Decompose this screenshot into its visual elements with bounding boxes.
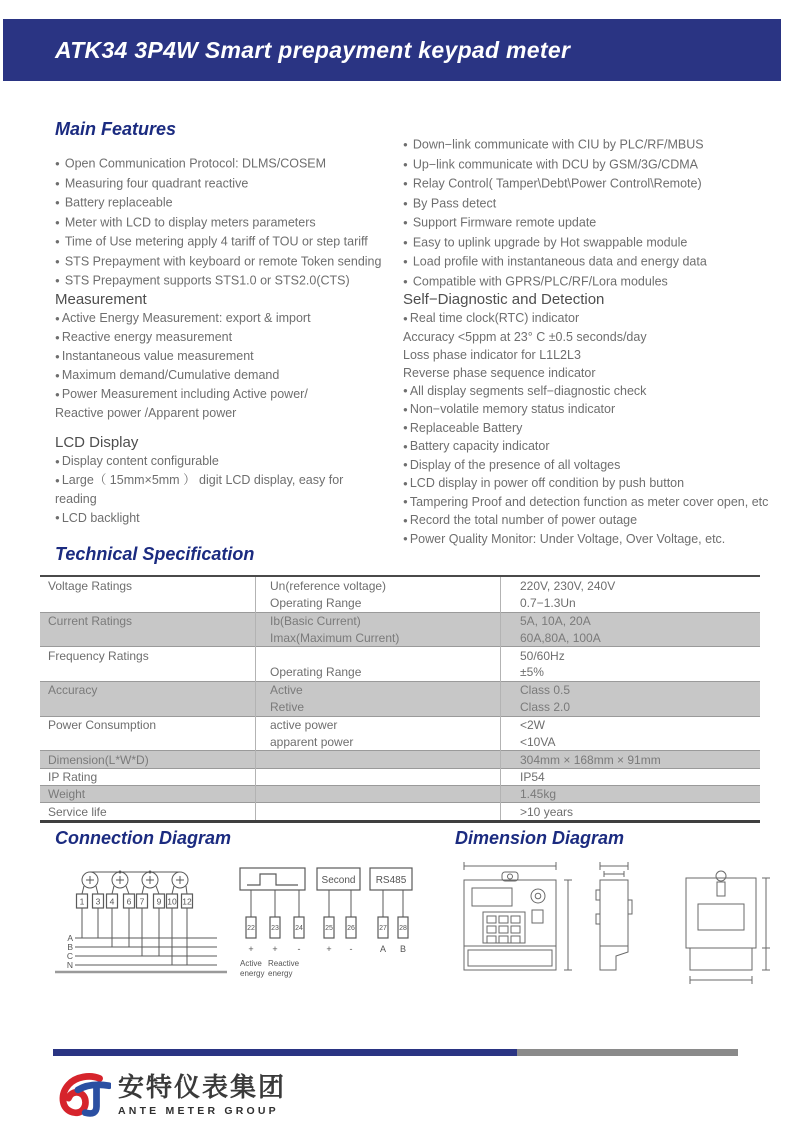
table-column-divider [500, 577, 501, 820]
title-banner [3, 19, 781, 81]
bullet-icon: ● [403, 198, 408, 208]
spec-category: Frequency Ratings [48, 648, 149, 663]
footer-bar-blue [53, 1049, 517, 1056]
terminal-number: 10 [167, 896, 177, 907]
feature-text: Non−volatile memory status indicator [409, 402, 616, 416]
spec-value: >10 years [520, 804, 574, 819]
spec-parameter: Imax(Maximum Current) [270, 630, 400, 645]
bullet-icon: ● [403, 534, 408, 543]
spec-parameter: Ib(Basic Current) [270, 613, 361, 628]
feature-item [55, 271, 403, 291]
polarity-label: + [326, 944, 332, 954]
feature-text: Loss phase indicator for L1L2L3 [403, 347, 581, 362]
table-row [40, 577, 760, 594]
terminal-number: 12 [182, 896, 192, 907]
feature-text: Measuring four quadrant reactive [64, 176, 249, 190]
feature-text: Compatible with GPRS/PLC/RF/Lora modules [412, 274, 668, 288]
feature-item [55, 366, 403, 385]
spec-value: <10VA [520, 734, 556, 749]
feature-text: Support Firmware remote update [412, 215, 597, 230]
terminal-number: 24 [295, 925, 303, 932]
feature-text: STS Prepayment supports STS1.0 or STS2.0(CTS) [64, 273, 350, 288]
feature-item [55, 154, 403, 174]
spec-category: Accuracy [48, 683, 98, 698]
spec-value: 50/60Hz [520, 648, 565, 663]
feature-item [55, 347, 403, 366]
spec-value: Class 0.5 [520, 683, 571, 698]
table-row [40, 716, 760, 733]
feature-item [403, 346, 775, 364]
bullet-icon: ● [403, 404, 408, 414]
phase-bus-lines [75, 908, 217, 965]
feature-item [403, 419, 775, 438]
polarity-label: A [379, 944, 387, 954]
spec-parameter: Un(reference voltage) [270, 578, 387, 593]
bullet-icon: ● [55, 513, 60, 522]
feature-text: All display segments self−diagnostic check [409, 383, 647, 398]
spec-category: Dimension(L*W*D) [48, 752, 149, 767]
feature-item [403, 364, 775, 382]
feature-item [55, 232, 403, 252]
feature-text: reading [55, 492, 97, 506]
bullet-icon: ● [403, 515, 408, 525]
bullet-icon: ● [403, 237, 408, 247]
terminal-number: 1 [79, 896, 85, 907]
feature-item [403, 437, 775, 456]
output-wires [251, 890, 403, 917]
feature-text: Large（ 15mm×5mm ） digit LCD display, easy for [61, 473, 344, 487]
terminal-number: 7 [139, 896, 145, 907]
polarity-label: + [272, 944, 278, 954]
spec-value: ±5% [520, 665, 544, 680]
feature-item [55, 404, 403, 423]
main-features-left-list [55, 154, 403, 291]
spec-category: Power Consumption [48, 717, 157, 732]
bullet-icon: ● [403, 218, 408, 227]
feature-item [55, 174, 403, 194]
feature-item [403, 530, 775, 549]
feature-text: LCD display in power off condition by push button [409, 476, 685, 490]
spec-category: Service life [48, 804, 107, 819]
bullet-icon: ● [55, 475, 60, 485]
feature-text: Display of the presence of all voltages [409, 457, 621, 472]
feature-item [403, 400, 775, 419]
feature-item [403, 474, 775, 493]
pulse-waveform-icon [247, 874, 298, 885]
spec-parameter: active power [270, 717, 338, 732]
polarity-label: - [297, 944, 301, 954]
feature-text: Open Communication Protocol: DLMS/COSEM [64, 156, 327, 171]
spec-value: IP54 [520, 769, 545, 784]
feature-text: Relay Control( Tamper\Debt\Power Control\Remote) [412, 176, 702, 191]
phase-label: C [66, 951, 73, 961]
feature-item [403, 155, 773, 175]
bullet-icon: ● [55, 389, 60, 399]
measurement-heading: Measurement [55, 291, 147, 308]
feature-item [403, 511, 775, 530]
feature-text: Up−link communicate with DCU by GSM/3G/CDMA [412, 157, 698, 171]
spec-table [40, 575, 760, 823]
connection-diagram-heading: Connection Diagram [55, 828, 232, 848]
feature-item [403, 272, 773, 292]
table-row [40, 785, 760, 802]
feature-item [55, 252, 403, 272]
feature-item [55, 193, 403, 213]
bullet-icon: ● [55, 332, 60, 342]
feature-item [55, 385, 403, 404]
feature-item [403, 252, 773, 272]
feature-item [403, 456, 775, 475]
feature-item [55, 509, 403, 528]
feature-text: Easy to uplink upgrade by Hot swappable module [412, 235, 688, 249]
feature-text: Power Quality Monitor: Under Voltage, Over Voltage, etc. [409, 531, 726, 546]
spec-value: 5A, 10A, 20A [520, 613, 591, 628]
feature-text: Maximum demand/Cumulative demand [61, 368, 280, 382]
diagnostic-list [403, 309, 775, 548]
phase-label: B [67, 942, 73, 952]
feature-item [403, 493, 775, 512]
feature-text: Power Measurement including Active power/ [61, 387, 308, 401]
spec-category: IP Rating [48, 769, 98, 784]
bullet-icon: ● [403, 140, 408, 149]
bullet-icon: ● [403, 313, 408, 323]
feature-text: Replaceable Battery [409, 420, 523, 435]
feature-text: STS Prepayment with keyboard or remote Token sending [64, 254, 382, 268]
table-row [40, 629, 760, 646]
feature-item [403, 309, 775, 328]
spec-parameter: Operating Range [270, 665, 362, 680]
polarity-label: - [349, 944, 353, 954]
feature-text: Meter with LCD to display meters parameters [64, 215, 316, 229]
terminal-number: 25 [325, 925, 333, 932]
rs485-box-label: RS485 [375, 875, 407, 886]
meter-terminal-numbers [80, 897, 192, 907]
spec-value: 0.7−1.3Un [520, 596, 576, 611]
spec-category: Weight [48, 787, 86, 802]
polarity-label: + [248, 944, 254, 954]
bullet-icon: ● [403, 460, 408, 469]
feature-text: Accuracy <5ppm at 23° C ±0.5 seconds/day [403, 329, 647, 344]
feature-item [403, 135, 773, 155]
company-logo-icon [53, 1070, 111, 1118]
feature-item [403, 328, 775, 346]
feature-text: Record the total number of power outage [409, 513, 638, 527]
bullet-icon: ● [55, 256, 60, 266]
bullet-icon: ● [403, 179, 408, 188]
meter-back-view [686, 871, 770, 984]
terminal-number: 27 [379, 925, 387, 932]
table-row [40, 750, 760, 767]
diagnostic-heading: Self−Diagnostic and Detection [403, 291, 605, 308]
spec-category: Voltage Ratings [48, 578, 133, 593]
terminal-number: 3 [95, 896, 101, 907]
dimension-diagram [450, 856, 770, 986]
reactive-energy-caption: Reactive [268, 959, 300, 968]
terminal-number: 28 [399, 925, 407, 932]
feature-item [55, 309, 403, 328]
bullet-icon: ● [403, 159, 408, 169]
table-row [40, 698, 760, 715]
bullet-icon: ● [55, 370, 60, 380]
connection-diagram [50, 856, 440, 986]
feature-text: Display content configurable [61, 454, 219, 468]
feature-item [403, 213, 773, 233]
terminal-polarity-labels [248, 944, 406, 954]
spec-table-body [40, 577, 760, 820]
bullet-icon: ● [403, 386, 408, 395]
feature-text: Time of Use metering apply 4 tariff of TOU or step tariff [64, 234, 368, 249]
energy-captions [240, 959, 300, 978]
table-row [40, 768, 760, 785]
bullet-icon: ● [403, 478, 408, 488]
feature-text: Load profile with instantaneous data and energy data [412, 254, 707, 269]
feature-text: Instantaneous value measurement [61, 349, 254, 363]
table-row [40, 646, 760, 663]
company-name-chinese: 安特仪表集团 [118, 1073, 287, 1103]
lcd-list [55, 452, 403, 528]
bullet-icon: ● [55, 456, 60, 466]
phase-label: N [66, 960, 73, 970]
feature-text: Reactive power /Apparent power [55, 406, 237, 420]
output-terminal-numbers [247, 925, 407, 932]
spec-category: Current Ratings [48, 613, 133, 628]
reactive-energy-caption: energy [268, 969, 293, 978]
feature-text: Tampering Proof and detection function as meter cover open, etc [409, 494, 769, 509]
bullet-icon: ● [55, 217, 60, 227]
active-energy-caption: energy [240, 969, 265, 978]
feature-text: Battery capacity indicator [409, 439, 550, 453]
terminal-number: 26 [347, 925, 355, 932]
bullet-icon: ● [55, 178, 60, 188]
lcd-heading: LCD Display [55, 434, 139, 451]
feature-text: Reverse phase sequence indicator [403, 365, 596, 380]
bullet-icon: ● [403, 257, 408, 266]
dimension-diagram-heading: Dimension Diagram [455, 828, 625, 848]
main-features-right-list [403, 135, 773, 291]
terminal-number: 6 [126, 896, 132, 907]
bullet-icon: ● [55, 237, 60, 246]
phase-label: A [67, 933, 73, 943]
spec-value: 60A,80A, 100A [520, 630, 601, 645]
feature-text: Reactive energy measurement [61, 330, 233, 344]
terminal-number: 22 [247, 925, 255, 932]
bullet-icon: ● [403, 276, 408, 286]
bullet-icon: ● [403, 441, 408, 451]
table-row [40, 594, 760, 611]
feature-text: LCD backlight [61, 510, 140, 525]
terminal-number: 4 [109, 896, 115, 907]
phase-labels [67, 933, 73, 970]
feature-text: Active Energy Measurement: export & import [61, 311, 311, 325]
feature-item [55, 471, 403, 490]
feature-item [403, 382, 775, 401]
bullet-icon: ● [55, 313, 60, 323]
bullet-icon: ● [55, 276, 60, 285]
tech-spec-heading: Technical Specification [55, 544, 255, 564]
footer-bar-gray [517, 1049, 738, 1056]
measurement-list [55, 309, 403, 423]
bullet-icon: ● [55, 159, 60, 168]
bullet-icon: ● [55, 198, 60, 207]
feature-text: By Pass detect [412, 196, 497, 210]
table-row [40, 733, 760, 750]
terminal-number: 9 [156, 896, 162, 907]
company-logo-text [118, 1074, 286, 1117]
page-title: ATK34 3P4W Smart prepayment keypad meter [55, 36, 571, 63]
spec-value: <2W [520, 717, 546, 732]
second-box-label: Second [321, 875, 356, 886]
table-row [40, 802, 760, 819]
feature-item [55, 452, 403, 471]
table-row [40, 681, 760, 698]
feature-item [55, 213, 403, 233]
feature-item [55, 490, 403, 509]
spec-value: 304mm × 168mm × 91mm [520, 752, 661, 767]
terminal-number: 23 [271, 925, 279, 932]
meter-front-view [464, 862, 572, 970]
feature-text: Down−link communicate with CIU by PLC/RF/MBUS [412, 137, 704, 152]
polarity-label: B [399, 944, 407, 954]
feature-text: Battery replaceable [64, 195, 173, 210]
company-name-english: ANTE METER GROUP [118, 1105, 279, 1117]
bullet-icon: ● [403, 423, 408, 432]
table-row [40, 664, 760, 681]
bullet-icon: ● [55, 351, 60, 361]
spec-value: 220V, 230V, 240V [520, 578, 616, 593]
spec-value: Class 2.0 [520, 700, 571, 715]
feature-item [403, 174, 773, 194]
meter-side-view [596, 862, 632, 970]
spec-parameter: Operating Range [270, 596, 362, 611]
spec-parameter: Retive [270, 700, 305, 715]
main-features-heading: Main Features [55, 119, 177, 139]
spec-value: 1.45kg [520, 787, 557, 802]
feature-item [55, 328, 403, 347]
feature-item [403, 194, 773, 214]
pulse-output-box [240, 868, 305, 890]
bullet-icon: ● [403, 497, 408, 506]
spec-parameter: apparent power [270, 734, 354, 749]
table-row [40, 612, 760, 629]
feature-text: Real time clock(RTC) indicator [409, 311, 580, 325]
spec-parameter: Active [270, 683, 303, 698]
active-energy-caption: Active [240, 959, 262, 968]
feature-item [403, 233, 773, 253]
table-column-divider [255, 577, 256, 820]
ct-wiring [82, 871, 188, 895]
